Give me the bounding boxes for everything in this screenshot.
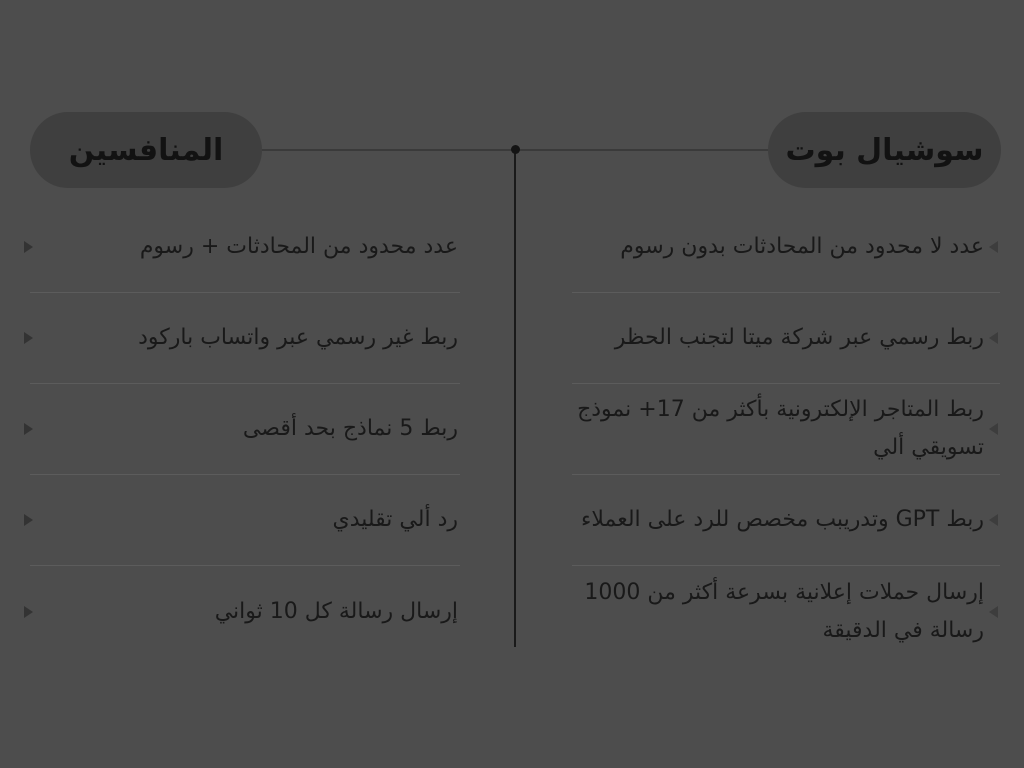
feature-text: إرسال حملات إعلانية بسرعة أكثر من 1000 رسالة في الدقيقة bbox=[584, 579, 984, 643]
social-bot-feature-item bbox=[572, 475, 1000, 566]
feature-text: ربط 5 نماذج بحد أقصى bbox=[242, 416, 458, 441]
feature-text: ربط رسمي عبر شركة ميتا لتجنب الحظر bbox=[614, 325, 984, 350]
feature-text: ربط غير رسمي عبر واتساب باركود bbox=[138, 325, 458, 350]
competitors-title: المنافسين bbox=[68, 132, 224, 168]
feature-text: رد ألي تقليدي bbox=[332, 507, 458, 532]
social-bot-feature-item bbox=[572, 202, 1000, 293]
social-bot-features-list bbox=[530, 202, 1000, 657]
triangle-right-icon bbox=[24, 423, 33, 435]
triangle-left-icon bbox=[989, 606, 998, 618]
competitors-header-pill bbox=[30, 112, 262, 188]
feature-text: عدد محدود من المحادثات + رسوم bbox=[139, 234, 458, 259]
triangle-right-icon bbox=[24, 514, 33, 526]
social-bot-title: سوشيال بوت bbox=[785, 132, 984, 168]
competitors-features-list bbox=[20, 202, 460, 657]
social-bot-feature-item bbox=[572, 384, 1000, 475]
feature-text: ربط GPT وتدريبب مخصص للرد على العملاء bbox=[581, 507, 984, 532]
triangle-right-icon bbox=[24, 241, 33, 253]
social-bot-header-pill bbox=[768, 112, 1001, 188]
competitor-feature-item bbox=[30, 293, 460, 384]
competitor-feature-item bbox=[30, 202, 460, 293]
triangle-left-icon bbox=[989, 241, 998, 253]
triangle-right-icon bbox=[24, 332, 33, 344]
feature-text: ربط المتاجر الإلكترونية بأكثر من 17+ نموذج تسويقي ألي bbox=[577, 397, 984, 460]
triangle-left-icon bbox=[989, 423, 998, 435]
center-divider-line bbox=[514, 150, 516, 647]
competitor-feature-item bbox=[30, 384, 460, 475]
competitor-feature-item bbox=[30, 566, 460, 657]
triangle-left-icon bbox=[989, 514, 998, 526]
triangle-right-icon bbox=[24, 606, 33, 618]
feature-text: إرسال رسالة كل 10 ثواني bbox=[214, 598, 458, 624]
triangle-left-icon bbox=[989, 332, 998, 344]
feature-text: عدد لا محدود من المحادثات بدون رسوم bbox=[620, 234, 984, 259]
center-dot bbox=[511, 145, 520, 154]
social-bot-feature-item bbox=[572, 566, 1000, 657]
competitor-feature-item bbox=[30, 475, 460, 566]
social-bot-feature-item bbox=[572, 293, 1000, 384]
